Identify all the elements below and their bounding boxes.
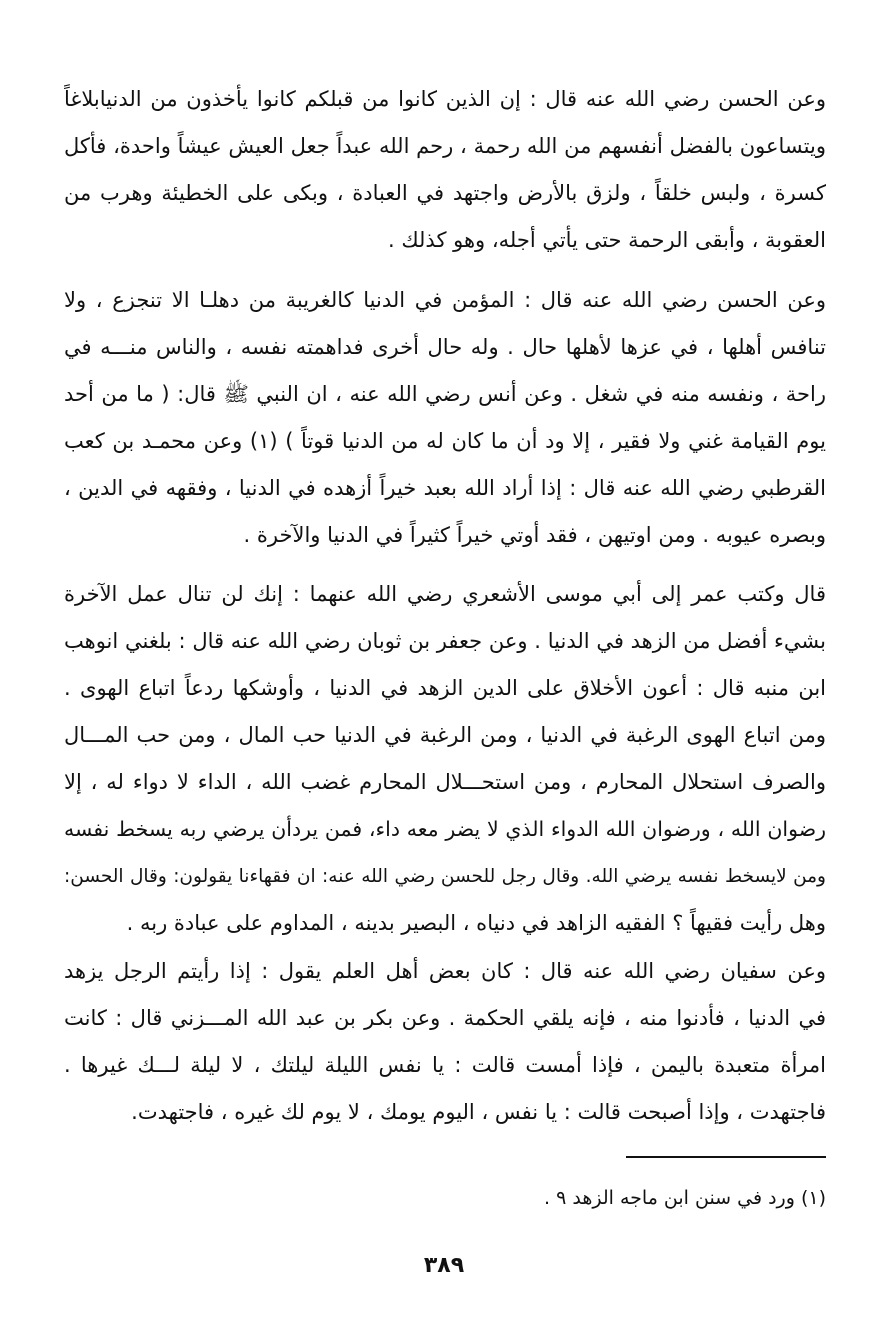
text-line: وهل رأيت فقيهاً ؟ الفقيه الزاهد في دنياه ، البصير بدينه ، المداوم على عبادة ربه . — [126, 911, 826, 935]
text-line: امرأة متعبدة باليمن ، فإذا أمست قالت : يا نفس الليلة ليلتك ، لا ليلة لـــك غيرها . — [64, 1053, 826, 1077]
text-line: وعن الحسن رضي الله عنه قال : إن الذين كانوا من قبلكم كانوا يأخذون من الدنيابلاغاً — [64, 87, 826, 111]
text-line: قال وكتب عمر إلى أبي موسى الأشعري رضي الله عنهما : إنك لن تنال عمل الآخرة — [64, 582, 826, 606]
text-line: وعن سفيان رضي الله عنه قال : كان بعض أهل العلم يقول : إذا رأيتم الرجل يزهد — [64, 959, 826, 983]
paragraph-1 — [64, 76, 826, 264]
text-line: رضوان الله ، ورضوان الله الدواء الذي لا يضر معه داء، فمن يردأن يرضي ربه يسخط نفسه — [64, 817, 826, 841]
text-line: وبصره عيوبه . ومن اوتيهن ، فقد أوتي خيراً كثيراً في الدنيا والآخرة . — [243, 523, 826, 547]
footnote: (١) ورد في سنن ابن ماجه الزهد ٩ . — [544, 1187, 826, 1209]
text-line: بشيء أفضل من الزهد في الدنيا . وعن جعفر بن ثوبان رضي الله عنه قال : بلغني انوهب — [64, 629, 826, 653]
text-line: تنافس أهلها ، في عزها لأهلها حال . وله حال أخرى فداهمته نفسه ، والناس منـــه في — [64, 335, 826, 359]
text-line: وعن الحسن رضي الله عنه قال : المؤمن في الدنيا كالغريبة من دهلـا الا تنجزع ، ولا — [64, 288, 826, 312]
footnote-divider — [626, 1156, 826, 1158]
paragraph-4 — [64, 948, 826, 1136]
paragraph-2 — [64, 277, 826, 559]
text-line: ابن منبه قال : أعون الأخلاق على الدين الزهد في الدنيا ، وأوشكها ردعاً اتباع الهوى . — [64, 676, 826, 700]
text-line: القرطبي رضي الله عنه قال : إذا أراد الله بعبد خيراً أزهده في الدنيا ، وفقهه في الدين ، — [64, 476, 826, 500]
text-line: فاجتهدت ، وإذا أصبحت قالت : يا نفس ، اليوم يومك ، لا يوم لك غيره ، فاجتهدت. — [131, 1100, 826, 1124]
text-line: ويتساعون بالفضل أنفسهم من الله رحمة ، رحم الله عبداً جعل العيش عيشاً واحدة، فأكل — [64, 134, 826, 158]
text-line: ومن اتباع الهوى الرغبة في الدنيا ، ومن الرغبة في الدنيا حب المال ، ومن حب المـــال — [64, 723, 826, 747]
text-line: في الدنيا ، فأدنوا منه ، فإنه يلقي الحكمة . وعن بكر بن عبد الله المـــزني قال : كانت — [64, 1006, 826, 1030]
text-line: والصرف استحلال المحارم ، ومن استحـــلال المحارم غضب الله ، الداء لا دواء له ، إلا — [64, 770, 826, 794]
text-line: راحة ، ونفسه منه في شغل . وعن أنس رضي الله عنه ، ان النبي ﷺ قال: ( ما من أحد — [64, 382, 826, 406]
text-line: ومن لايسخط نفسه يرضي الله. وقال رجل للحسن رضي الله عنه: ان فقهاءنا يقولون: وقال الحسن: — [64, 866, 826, 887]
text-line: العقوبة ، وأبقى الرحمة حتى يأتي أجله، وهو كذلك . — [387, 228, 826, 252]
text-line: يوم القيامة غني ولا فقير ، إلا ود أن ما كان له من الدنيا قوتاً ) (١) وعن محمـد بن كعب — [64, 429, 826, 453]
page-number: ٣٨٩ — [423, 1253, 465, 1278]
paragraph-3 — [64, 571, 826, 947]
text-line: كسرة ، ولبس خلقاً ، ولزق بالأرض واجتهد في العبادة ، وبكى على الخطيئة وهرب من — [64, 181, 826, 205]
